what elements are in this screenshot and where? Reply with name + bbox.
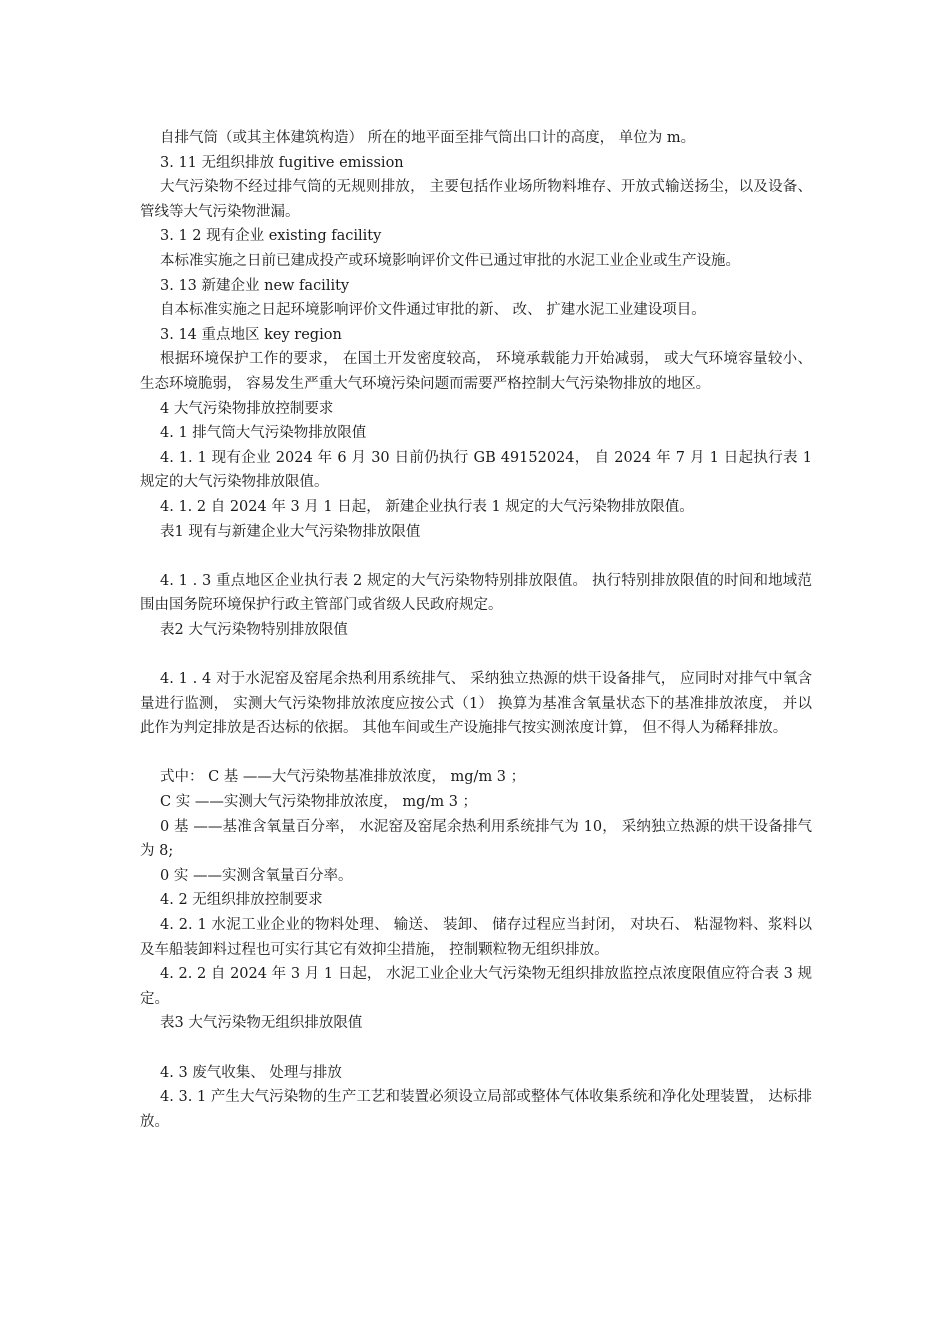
heading-3-12: 3. 1 2 现有企业 existing facility [160, 228, 382, 245]
heading-4-1: 4. 1 排气筒大气污染物排放限值 [160, 425, 367, 442]
paragraph-4-3-1: 4. 3. 1 产生大气污染物的生产工艺和装置必须设立局部或整体气体收集系统和净化处理装置， 达标排放。 [140, 1089, 812, 1130]
blank-line [140, 1036, 812, 1061]
paragraph-new-def: 自本标准实施之日起环境影响评价文件通过审批的新、 改、 扩建水泥工业建设项目。 [160, 302, 706, 319]
heading-3-11: 3. 11 无组织排放 fugitive emission [160, 154, 404, 171]
paragraph-4-1-1: 4. 1. 1 现有企业 2024 年 6 月 30 日前仍执行 GB 49152024， 自 2024 年 7 月 1 日起执行表 1规定的大气污染物排放限值。 [140, 449, 812, 491]
document-body [140, 126, 817, 1134]
paragraph-existing-def: 本标准实施之日前已建成投产或环境影响评价文件已通过审批的水泥工业企业或生产设施。 [160, 252, 740, 269]
formula-legend-c-actual: C 实 ——实测大气污染物排放浓度， mg/m 3 ； [160, 794, 478, 811]
paragraph-4-2-2: 4. 2. 2 自 2024 年 3 月 1 日起， 水泥工业企业大气污染物无组织排放监控点浓度限值应符合表 3 规定。 [140, 966, 812, 1007]
paragraph-4-1-2: 4. 1. 2 自 2024 年 3 月 1 日起， 新建企业执行表 1 规定的大气污染物排放限值。 [160, 498, 694, 515]
table-3-caption: 表3 大气污染物无组织排放限值 [160, 1015, 363, 1032]
heading-4-3: 4. 3 废气收集、 处理与排放 [160, 1064, 342, 1081]
heading-3-14: 3. 14 重点地区 key region [160, 326, 342, 343]
paragraph-4-1-3: 4. 1 . 3 重点地区企业执行表 2 规定的大气污染物特别排放限值。 执行特别排放限值的时间和地域范围由国务院环境保护行政主管部门或省级人民政府规定。 [140, 572, 812, 614]
paragraph-fugitive-def: 大气污染物不经过排气筒的无规则排放， 主要包括作业场所物料堆存、开放式输送扬尘，以及设备、 管线等大气污染物泄漏。 [140, 179, 817, 220]
formula-legend-o-actual: 0 实 ——实测含氧量百分率。 [160, 867, 353, 884]
heading-4: 4 大气污染物排放控制要求 [160, 400, 334, 417]
blank-line [140, 642, 812, 667]
formula-legend-o-base: 0 基 ——基准含氧量百分率， 水泥窑及窑尾余热利用系统排气为 10， 采纳独立热源的烘干设备排气为 8; [140, 818, 812, 860]
paragraph-key-region-def: 根据环境保护工作的要求， 在国土开发密度较高， 环境承载能力开始减弱， 或大气环境容量较小、 生态环境脆弱， 容易发生严重大气环境污染问题而需要严格控制大气污染物排放的地区。 [140, 351, 817, 392]
table-2-caption: 表2 大气污染物特别排放限值 [160, 621, 348, 638]
paragraph-4-1-4: 4. 1 . 4 对于水泥窑及窑尾余热利用系统排气、 采纳独立热源的烘干设备排气， 应同时对排气中氧含量进行监测， 实测大气污染物排放浓度应按公式（1） 换算为基准含氧量状态下的基准排放浓度， 并以此作为判定排放是否达标的依据。 其他车间或生产设施排气按实测浓度计算， 但不得人为稀释排放。 [140, 671, 812, 737]
heading-3-13: 3. 13 新建企业 new facility [160, 277, 350, 294]
heading-4-2: 4. 2 无组织排放控制要求 [160, 892, 323, 909]
blank-line [140, 544, 812, 569]
table-1-caption: 表1 现有与新建企业大气污染物排放限值 [160, 523, 421, 540]
paragraph-4-2-1: 4. 2. 1 水泥工业企业的物料处理、 输送、 装卸、 储存过程应当封闭， 对块石、 粘湿物料、浆料以及车船装卸料过程也可实行其它有效抑尘措施， 控制颗粒物无组织排放。 [140, 917, 812, 958]
blank-line [140, 741, 812, 766]
formula-legend-c-base: 式中： C 基 ——大气污染物基准排放浓度， mg/m 3 ； [160, 769, 526, 786]
paragraph-stack-height-def: 自排气筒（或其主体建筑构造） 所在的地平面至排气筒出口计的高度， 单位为 m。 [160, 130, 696, 146]
